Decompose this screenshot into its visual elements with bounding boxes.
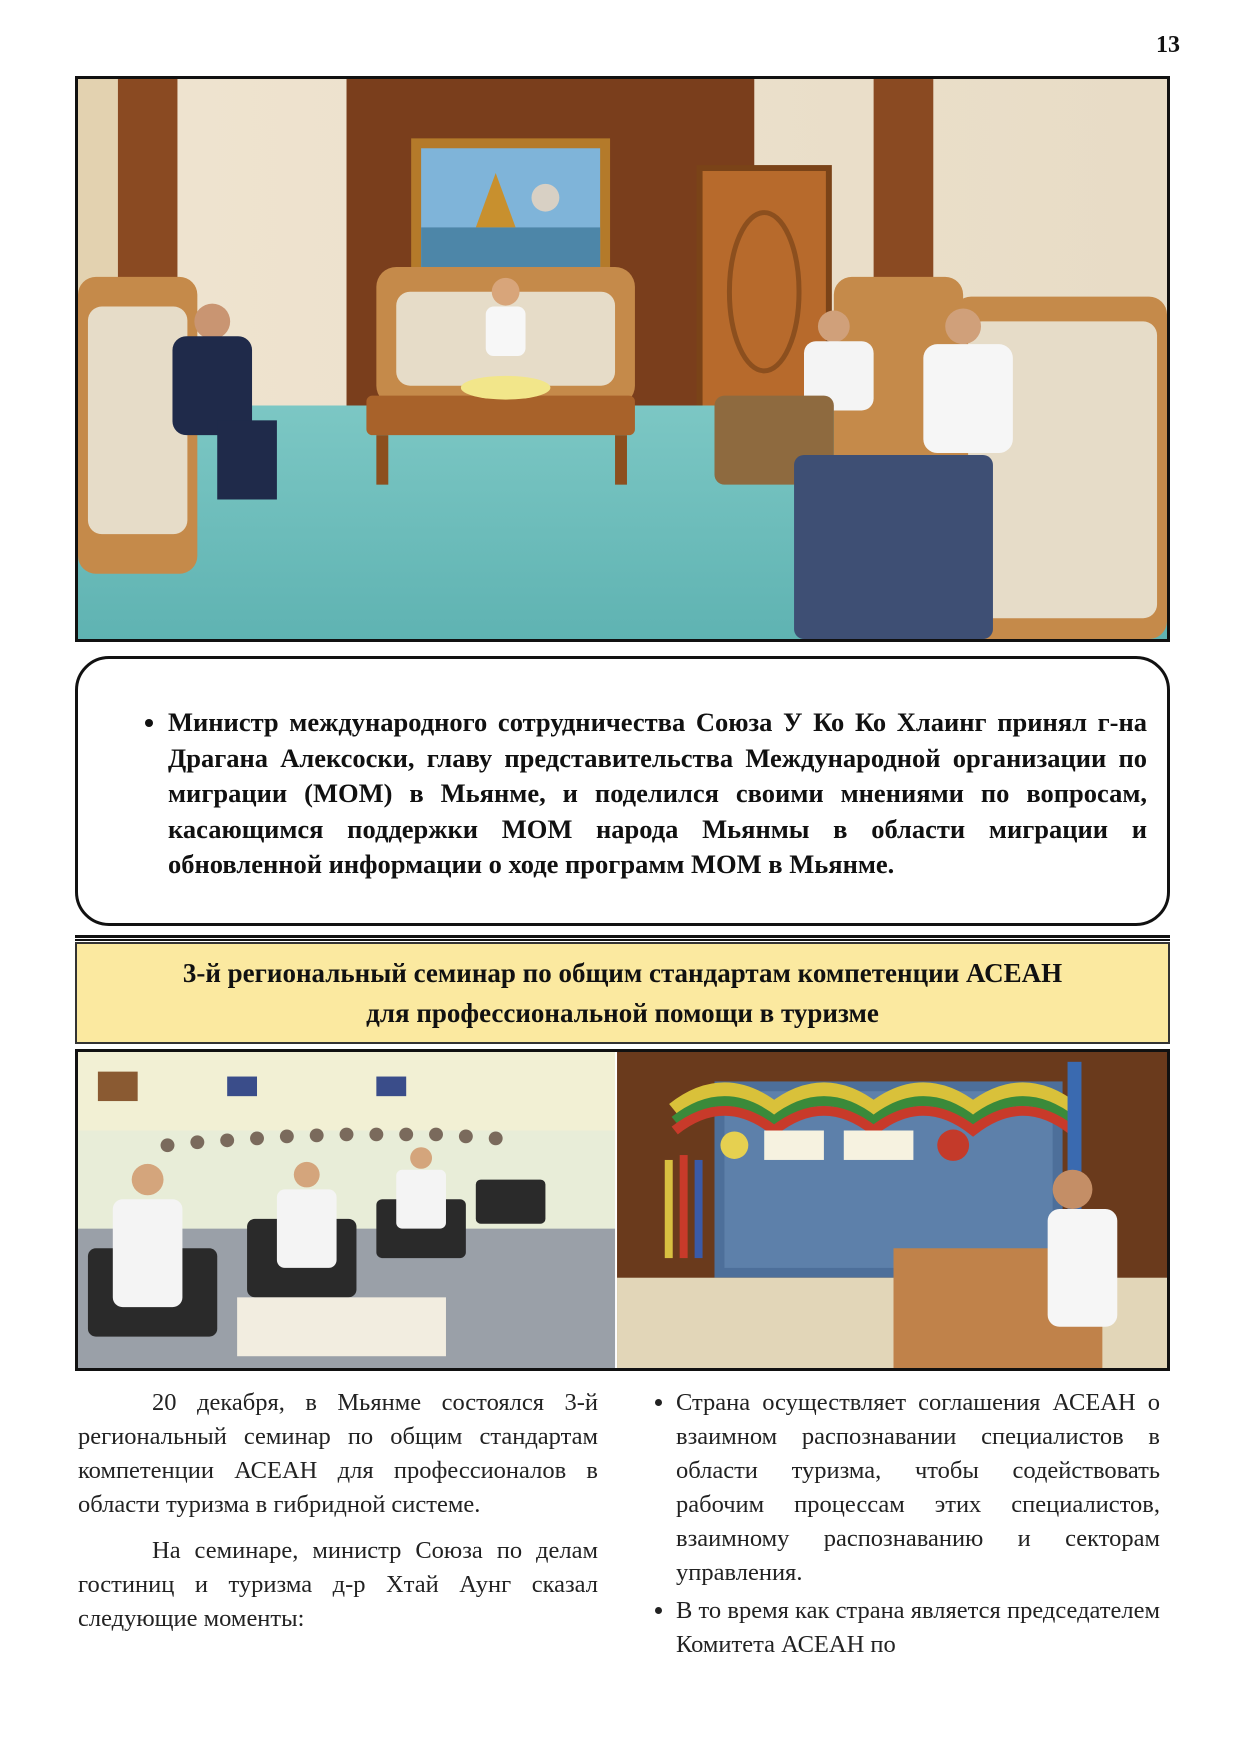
section-title: [75, 942, 1170, 1044]
caption-text: • Министр международного сотрудничества Союза У Ко Ко Хлаинг принял г-на Драгана Алексоски, главу представительства Международной организации по миграции (МОМ) в Мьянме, и поделился своими мнениями по вопросам, касающимся поддержки МОМ народа Мьянмы в области миграции и обновленной информации о ходе программ МОМ в Мьянме.: [168, 705, 1147, 883]
page-number: 13: [1156, 32, 1180, 58]
seminar-photo: [75, 1049, 1170, 1371]
photo-caption-box: [75, 656, 1170, 926]
article-paragraph-2: На семинаре, министр Союза по делам гостиниц и туризма д-р Хтай Аунг сказал следующие моменты:: [78, 1537, 598, 1632]
article-right-column: [640, 1386, 1160, 1666]
article-left-column: [78, 1386, 598, 1648]
section-divider: [75, 935, 1170, 941]
section-title-line-2: для профессиональной помощи в туризме: [366, 998, 879, 1028]
article-bullet-2: • В то время как страна является председателем Комитета АСЕАН по: [676, 1594, 1160, 1662]
meeting-photo: [75, 76, 1170, 642]
article-bullet-1: • Страна осуществляет соглашения АСЕАН о взаимном распознавании специалистов в области туризма, чтобы содействовать рабочим процессам этих специалистов, взаимному распознаванию и секторам управления.: [676, 1386, 1160, 1590]
article-paragraph-1: 20 декабря, в Мьянме состоялся 3-й региональный семинар по общим стандартам компетенции АСЕАН для профессионалов в области туризма в гибридной системе.: [78, 1389, 598, 1518]
section-title-line-1: 3-й региональный семинар по общим стандартам компетенции АСЕАН: [182, 958, 1063, 988]
